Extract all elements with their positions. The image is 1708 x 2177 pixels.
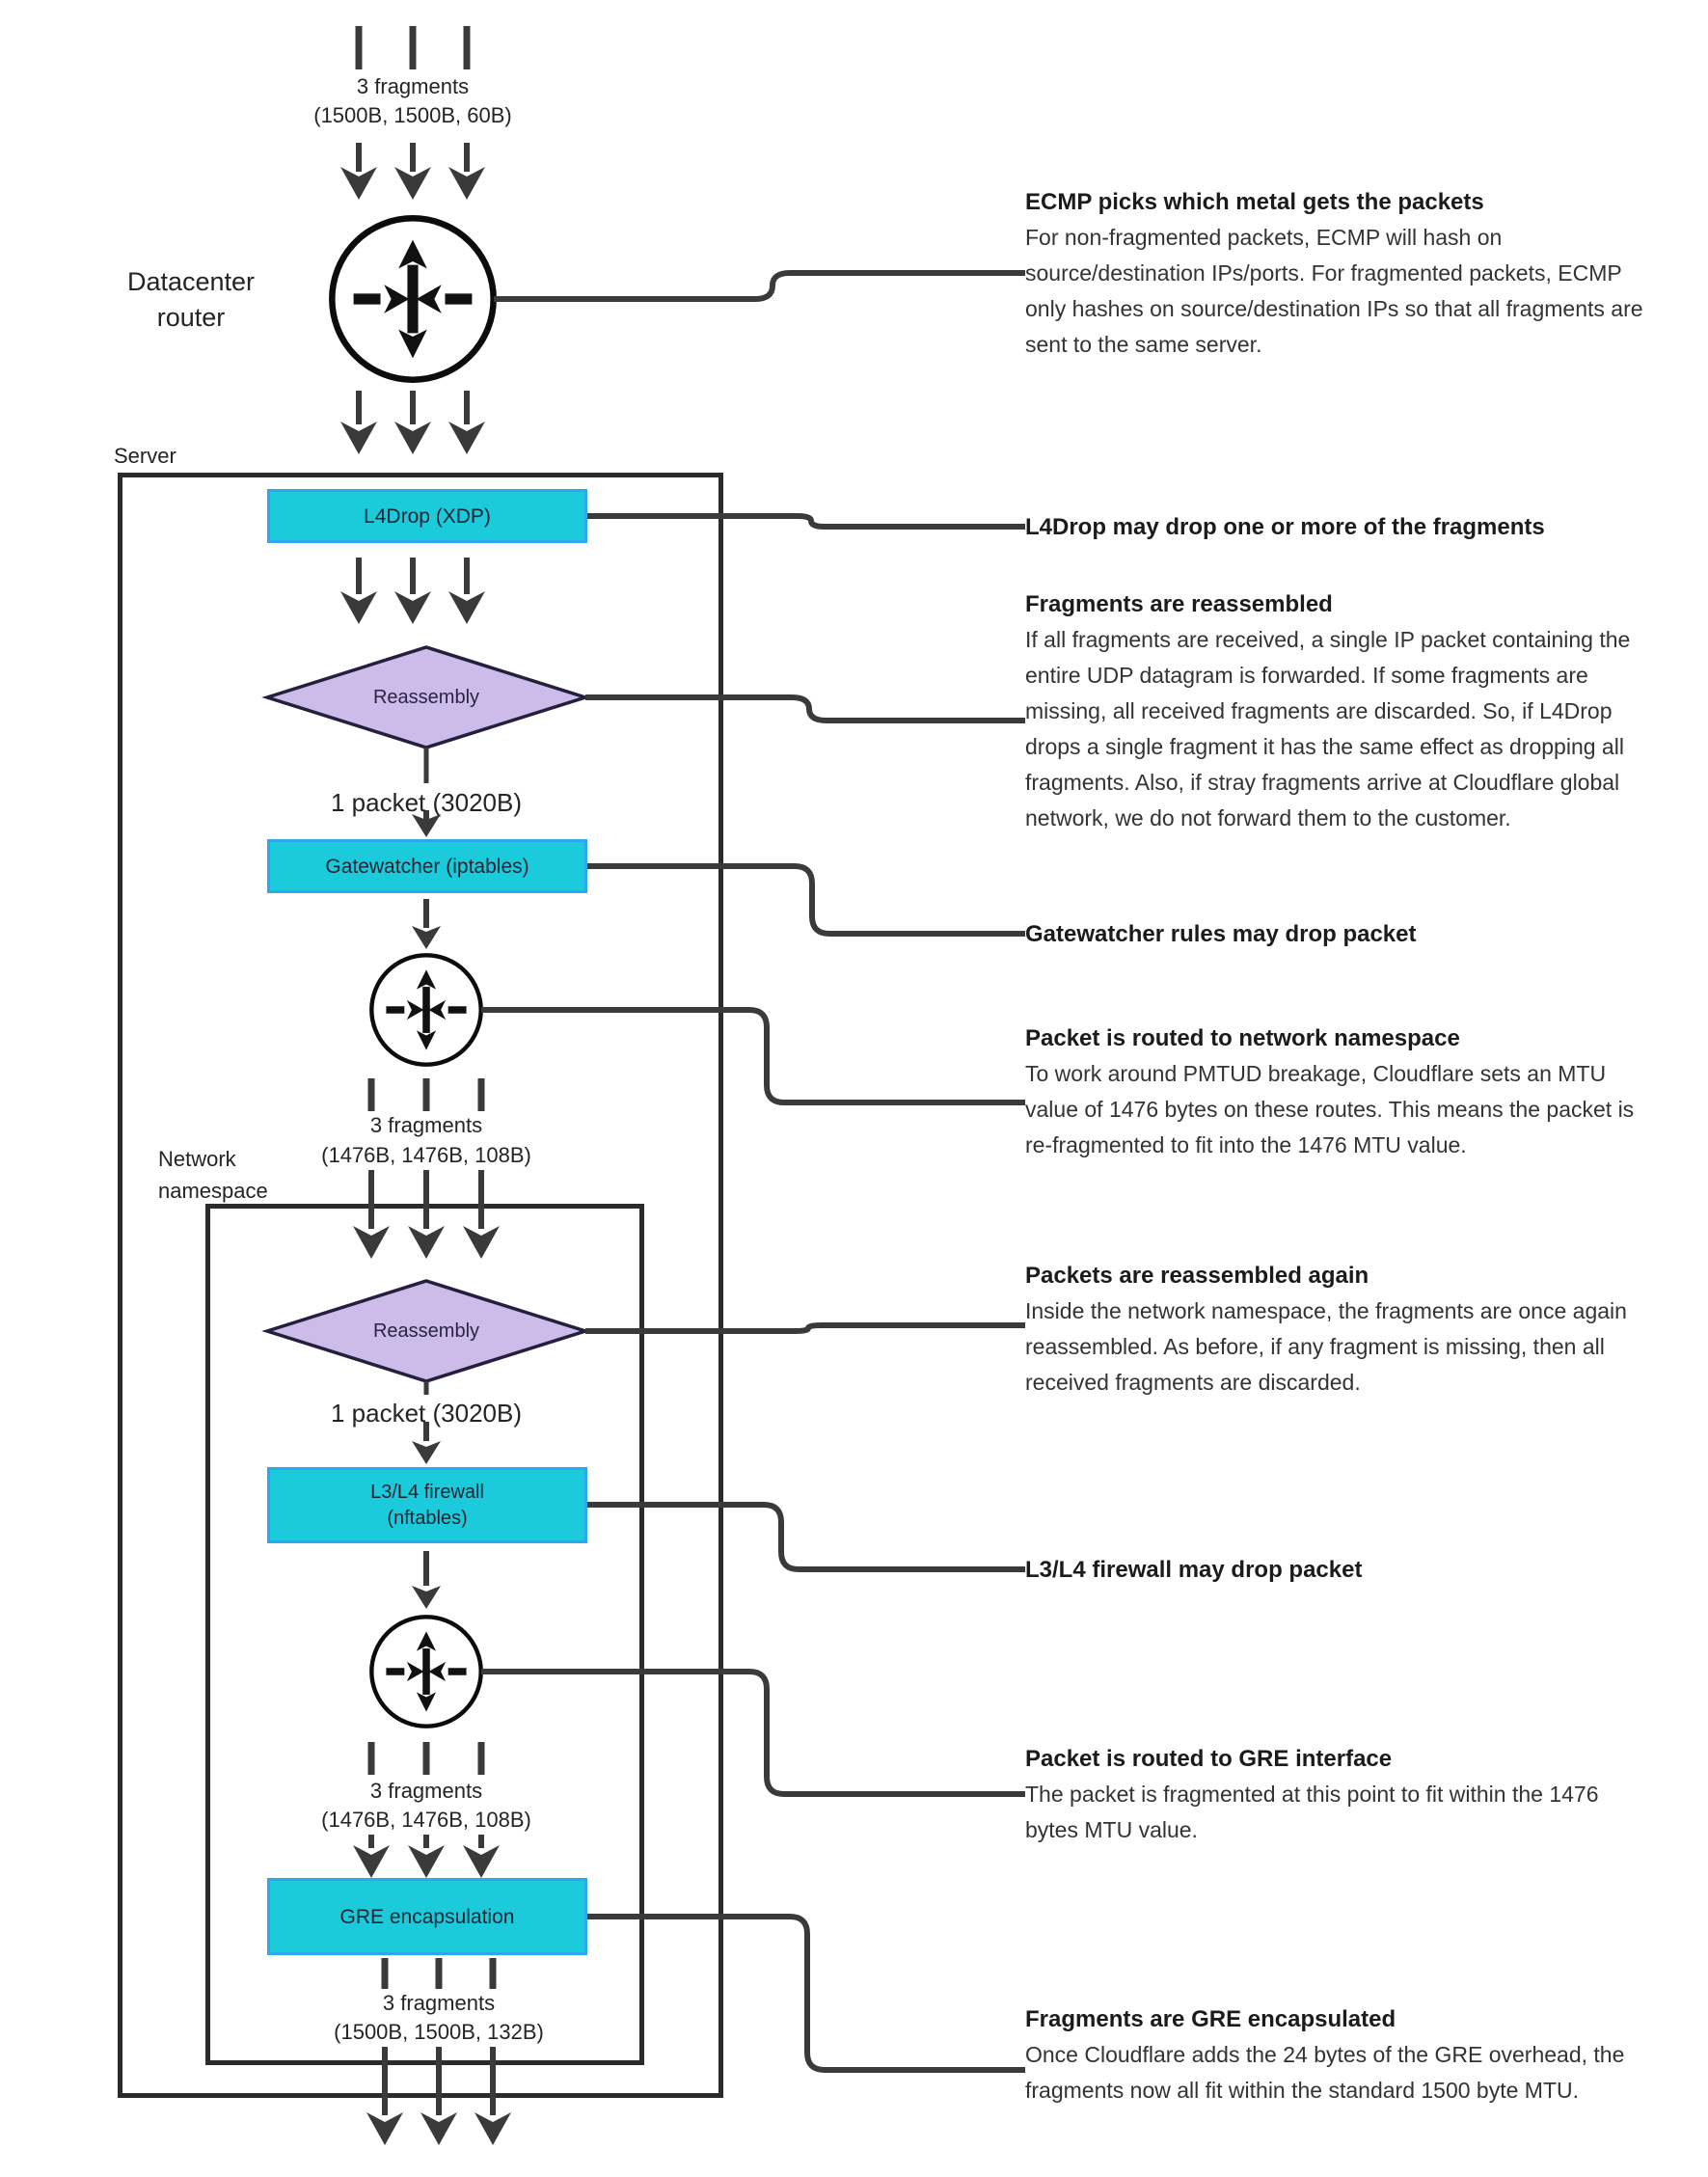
reassembly-1-label: Reassembly bbox=[372, 687, 480, 708]
annotation-routed-gre-title: Packet is routed to GRE interface bbox=[1025, 1746, 1393, 1772]
fragments-top-label: 3 fragments bbox=[356, 74, 470, 98]
flow-arrows-into-reassembly-1 bbox=[340, 558, 485, 624]
l4drop-label: L4Drop (XDP) bbox=[364, 504, 491, 528]
annotation-reassembled-again-title: Packets are reassembled again bbox=[1025, 1263, 1369, 1289]
gatewatcher-label: Gatewatcher (iptables) bbox=[325, 855, 529, 878]
fragments-mid-label: 3 fragments bbox=[369, 1113, 483, 1137]
fragments-mid-sizes: (1476B, 1476B, 108B) bbox=[321, 1143, 531, 1167]
fragments-gre-in-label: 3 fragments bbox=[369, 1779, 483, 1803]
annotation-gre-encapsulated-title: Fragments are GRE encapsulated bbox=[1025, 2006, 1396, 2032]
flow-arrow-into-namespace-router bbox=[412, 1551, 441, 1609]
annotation-gatewatcher bbox=[1025, 916, 1652, 952]
connector-l4drop bbox=[587, 516, 1025, 527]
annotation-ecmp bbox=[1025, 184, 1652, 363]
fragments-gre-in-sizes: (1476B, 1476B, 108B) bbox=[321, 1808, 531, 1832]
network-namespace-label: Network namespace bbox=[158, 1147, 268, 1203]
fragment-dashes-top bbox=[359, 26, 467, 69]
annotation-routed-gre-body: The packet is fragmented at this point to fit within the 1476 bytes MTU value. bbox=[1025, 1782, 1599, 1842]
l3l4-firewall-label-line2: (nftables) bbox=[387, 1507, 468, 1529]
annotation-gatewatcher-title: Gatewatcher rules may drop packet bbox=[1025, 921, 1417, 947]
gre-encapsulation-label: GRE encapsulation bbox=[339, 1905, 515, 1928]
fragment-dashes-after-gre bbox=[385, 1958, 493, 1989]
annotation-l3l4 bbox=[1025, 1552, 1652, 1588]
annotation-gre-encapsulated bbox=[1025, 2001, 1652, 2109]
annotation-reassembled bbox=[1025, 586, 1652, 836]
fragment-dashes-after-namespace-router bbox=[371, 1742, 481, 1775]
gatewatcher-node bbox=[267, 839, 587, 893]
fragments-top-sizes: (1500B, 1500B, 60B) bbox=[313, 103, 512, 127]
annotation-routed-gre bbox=[1025, 1741, 1652, 1848]
flow-arrow-into-server-router bbox=[412, 899, 441, 949]
server-label: Server bbox=[114, 444, 176, 468]
gre-encapsulation-node bbox=[267, 1878, 587, 1955]
annotation-l4drop bbox=[1025, 509, 1652, 545]
flow-arrows-into-server bbox=[340, 391, 485, 454]
server-router-icon bbox=[371, 955, 480, 1064]
flow-arrows-into-datacenter-router bbox=[340, 143, 485, 200]
flow-arrows-out-of-server bbox=[366, 2047, 511, 2145]
annotation-gre-encapsulated-body: Once Cloudflare adds the 24 bytes of the GRE overhead, the fragments now all fit within the standard 1500 byte MTU. bbox=[1025, 2042, 1625, 2103]
connector-reassembly-2 bbox=[585, 1325, 1025, 1331]
flow-arrows-into-gre bbox=[353, 1835, 500, 1878]
annotation-reassembled-again-body: Inside the network namespace, the fragments are once again reassembled. As before, if any fragment is missing, then all received fragments are discarded. bbox=[1025, 1298, 1627, 1395]
connector-gatewatcher bbox=[587, 866, 1025, 934]
connector-route-to-namespace bbox=[481, 1010, 1025, 1102]
annotation-reassembled-title: Fragments are reassembled bbox=[1025, 591, 1333, 617]
reassembly-2-label: Reassembly bbox=[372, 1320, 480, 1342]
packet-2-label: 1 packet (3020B) bbox=[330, 1399, 522, 1428]
fragments-out-label: 3 fragments bbox=[382, 1991, 496, 2015]
annotation-reassembled-body: If all fragments are received, a single IP packet containing the entire UDP datagram is forwarded. If some fragments are missing, all received fragments are discarded. So, if L4Drop drops a single fragment it has the same effect as dropping all fragments. Also, if stray fragments arrive at Cloudflare global network, we do not forward them to the customer. bbox=[1025, 627, 1631, 830]
packet-1-label: 1 packet (3020B) bbox=[330, 788, 522, 817]
fragment-dashes-after-server-router bbox=[371, 1078, 481, 1111]
datacenter-router-label: Datacenter router bbox=[126, 267, 256, 332]
namespace-router-icon bbox=[371, 1617, 480, 1726]
connector-gre bbox=[587, 1917, 1025, 2070]
connector-l3l4 bbox=[587, 1505, 1025, 1569]
annotation-routed-namespace-body: To work around PMTUD breakage, Cloudflare sets an MTU value of 1476 bytes on these routes. This means the packet is re-fragmented to fit into the 1476 MTU value. bbox=[1025, 1061, 1635, 1157]
annotation-routed-namespace-title: Packet is routed to network namespace bbox=[1025, 1025, 1460, 1051]
fragments-out-sizes: (1500B, 1500B, 132B) bbox=[334, 2020, 544, 2044]
annotation-routed-namespace bbox=[1025, 1020, 1652, 1163]
flow-arrows-into-namespace bbox=[353, 1170, 500, 1259]
connector-ecmp bbox=[494, 273, 1025, 299]
annotation-l4drop-title: L4Drop may drop one or more of the fragments bbox=[1025, 514, 1545, 540]
annotation-ecmp-title: ECMP picks which metal gets the packets bbox=[1025, 189, 1484, 215]
l4drop-node bbox=[267, 489, 587, 543]
datacenter-router-icon bbox=[332, 218, 493, 379]
connector-route-to-gre bbox=[481, 1672, 1025, 1794]
annotation-reassembled-again bbox=[1025, 1258, 1652, 1401]
annotation-ecmp-body: For non-fragmented packets, ECMP will hash on source/destination IPs/ports. For fragmented packets, ECMP only hashes on source/destination IPs so that all fragments are sent to the same server. bbox=[1025, 225, 1643, 357]
l3l4-firewall-label-line1: L3/L4 firewall bbox=[370, 1481, 484, 1503]
connector-reassembly-1 bbox=[585, 697, 1025, 721]
annotation-l3l4-title: L3/L4 firewall may drop packet bbox=[1025, 1557, 1363, 1583]
l3l4-firewall-node bbox=[267, 1467, 587, 1543]
